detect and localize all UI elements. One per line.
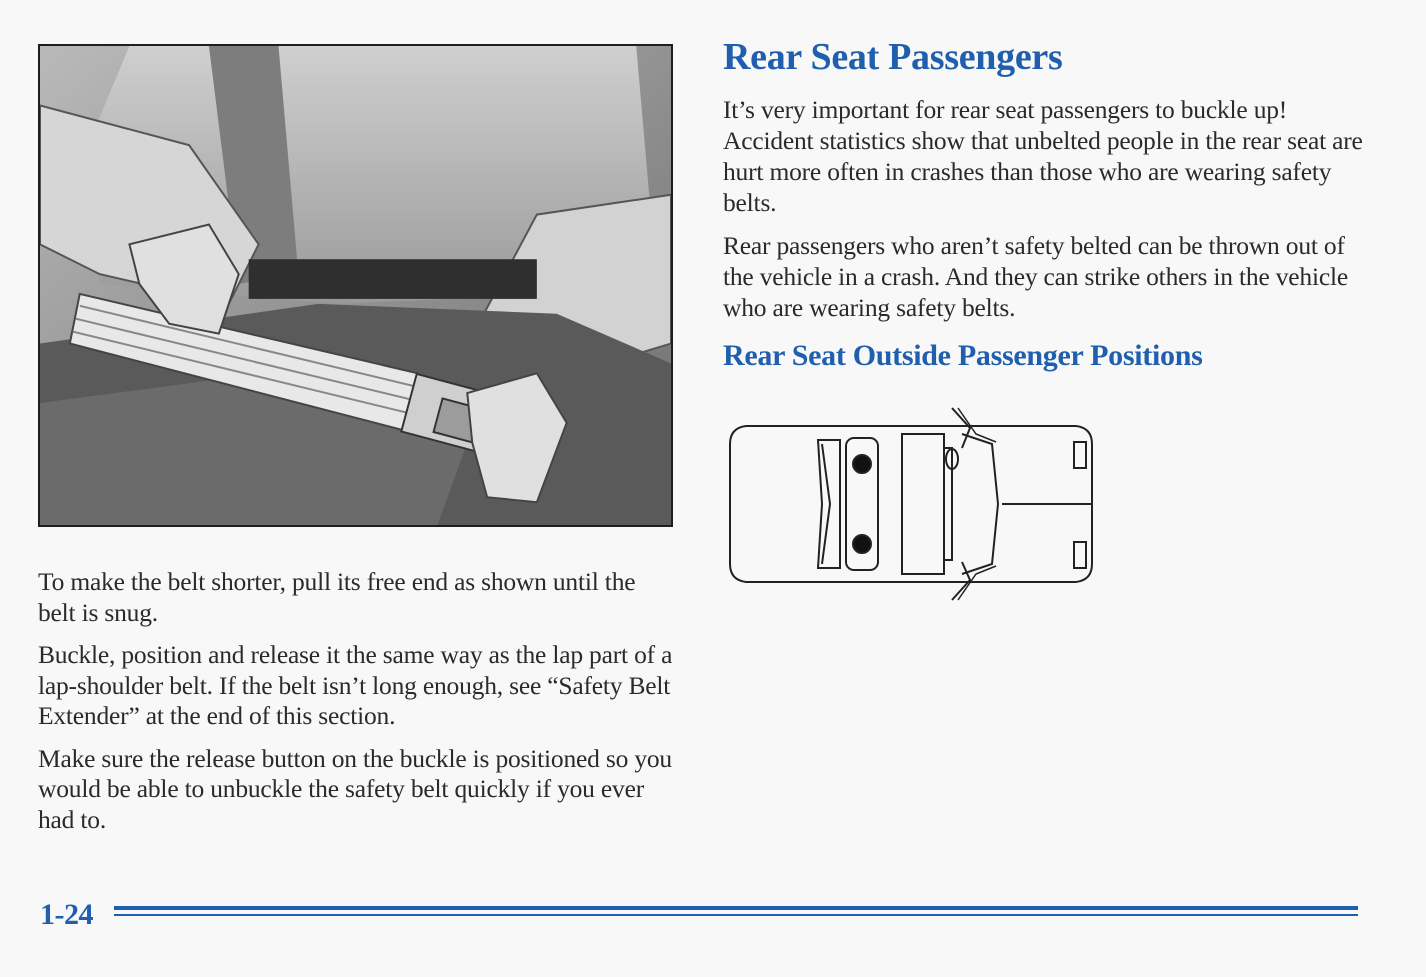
page-number: 1-24 <box>40 898 93 931</box>
footer-rule <box>114 906 1358 910</box>
footer-rule-thin <box>114 914 1358 916</box>
left-column-text <box>38 567 678 847</box>
section-heading: Rear Seat Passengers <box>723 36 1063 78</box>
paragraph-buckle-position: Buckle, position and release it the same way as the lap part of a lap-shoulder belt. If the belt isn’t long enough, see “Safety Belt Extender” at the end of this section. <box>38 640 673 730</box>
paragraph-buckle-up: It’s very important for rear seat passengers to buckle up! Accident statistics show that unbelted people in the rear seat are hurt more often in crashes than those who are wearing safety belts. <box>723 95 1363 217</box>
paragraph-thrown-out: Rear passengers who aren’t safety belted can be thrown out of the vehicle in a crash. And they can strike others in the vehicle who are wearing safety belts. <box>723 231 1348 322</box>
paragraph-release-button: Make sure the release button on the buckle is positioned so you would be able to unbuckle the safety belt quickly if you ever had to. <box>38 743 672 834</box>
right-column <box>723 34 1373 375</box>
seat-belt-adjust-illustration <box>38 44 673 527</box>
subsection-heading: Rear Seat Outside Passenger Positions <box>723 339 1203 372</box>
paragraph-belt-shorter: To make the belt shorter, pull its free end as shown until the belt is snug. <box>38 567 636 627</box>
car-top-view-icon <box>726 404 1098 606</box>
page-footer <box>38 892 1358 938</box>
